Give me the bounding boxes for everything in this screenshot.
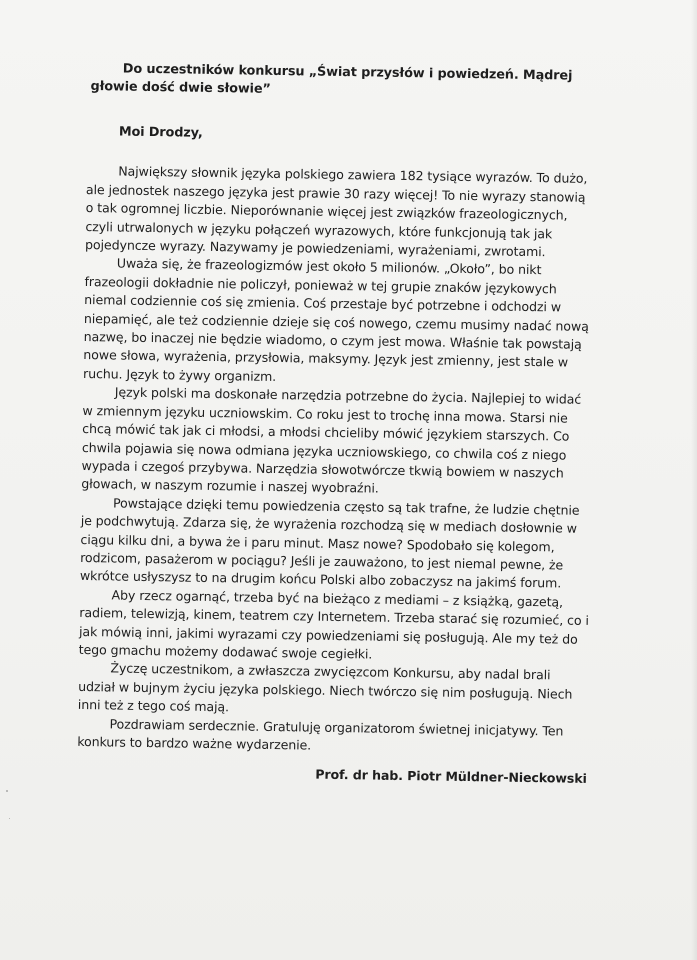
- paragraph: Aby rzecz ogarnąć, trzeba być na bieżąco z mediami – z książką, gazetą, radiem, telewizją, kinem, teatrem czy Internetem. Trzeba starać się rozumieć, co i jak mówią inni, jakimi wyrazami czy powiedzeniami się posługują. Ale my też do tego gmachu możemy dodawać swoje cegiełki.: [78, 587, 589, 662]
- scan-speck: [6, 790, 8, 792]
- letter: [77, 60, 598, 789]
- paragraph: Największy słownik języka polskiego zawiera 182 tysiące wyrazów. To dużo, ale jednostek naszego języka jest prawie 30 razy więcej! To nie wyrazy stanowią o tak ogromnej liczbie. Nieporównanie więcej jest związków frazeologicznych, czyli utrwalonych w języku połączeń wyrazowych, które funkcjonują tak jak pojedyncze wyrazy. Nazywamy je powiedzeniami, wyrażeniami, zwrotami.: [84, 163, 588, 260]
- page-edge-shadow: [691, 0, 697, 960]
- salutation: Moi Drodzy,: [118, 124, 203, 141]
- paragraph: Pozdrawiam serdecznie. Gratuluję organizatorom świetnej inicjatywy. Ten konkurs to bardzo ważne wydarzenie.: [77, 716, 564, 753]
- paragraph: Język polski ma doskonałe narzędzia potrzebne do życia. Najlepiej to widać w zmiennym języku uczniowskim. Co roku jest to trochę inna mowa. Starsi nie chcą mówić tak jak ci młodsi, a młodsi chcieliby mówić językiem starszych. Co chwila pojawia się nowa odmiana języka uczniowskiego, co chwila coś z niego wypada i czegoś przybywa. Narzędzia słowotwórcze tkwią bowiem w naszych głowach, w naszym rozumie i naszej wyobraźni.: [81, 384, 582, 496]
- signature: Prof. dr hab. Piotr Müldner-Nieckowski: [315, 767, 587, 787]
- scan-speck: [9, 818, 10, 819]
- paragraph: Powstające dzięki temu powiedzenia często są tak trafne, że ludzie chętnie je podchwytują. Zdarza się, że wyrażenia rozchodzą się w mediach dosłownie w ciągu kilku dni, a bywa że i paru minut. Masz nowe? Spodobało się kolegom, rodzicom, pasażerom w pociągu? Jeśli je zauważono, to jest niemal pewne, że wkrótce usłyszysz to na drugim końcu Polski albo zobaczysz na jakimś forum.: [79, 495, 580, 591]
- letter-title: Do uczestników konkursu „Świat przysłów i powiedzeń. Mądrej głowie dość dwie słowie”: [90, 61, 573, 97]
- paragraph: Życzę uczestnikom, a zwłaszcza zwycięzcom Konkursu, aby nadal brali udział w bujnym życiu języka polskiego. Niech twórczo się nim posługują. Niech inni też z tego coś mają.: [77, 660, 573, 715]
- letter-body: [77, 162, 596, 759]
- paragraph: Uważa się, że frazeologizmów jest około 5 milionów. „Około”, bo nikt frazeologii dokładnie nie policzył, ponieważ w tej grupie znaków językowych niemal codziennie coś się zmienia. Coś przestaje być potrzebne i odchodzi w niepamięć, ale też codziennie dzieje się coś nowego, czemu musimy nadać nową nazwę, bo inaczej nie będzie wiadomo, o czym jest mowa. Właśnie tak powstają nowe słowa, wyrażenia, przysłowia, maksymy. Język jest zmienny, jest stale w ruchu. Język to żywy organizm.: [82, 255, 589, 384]
